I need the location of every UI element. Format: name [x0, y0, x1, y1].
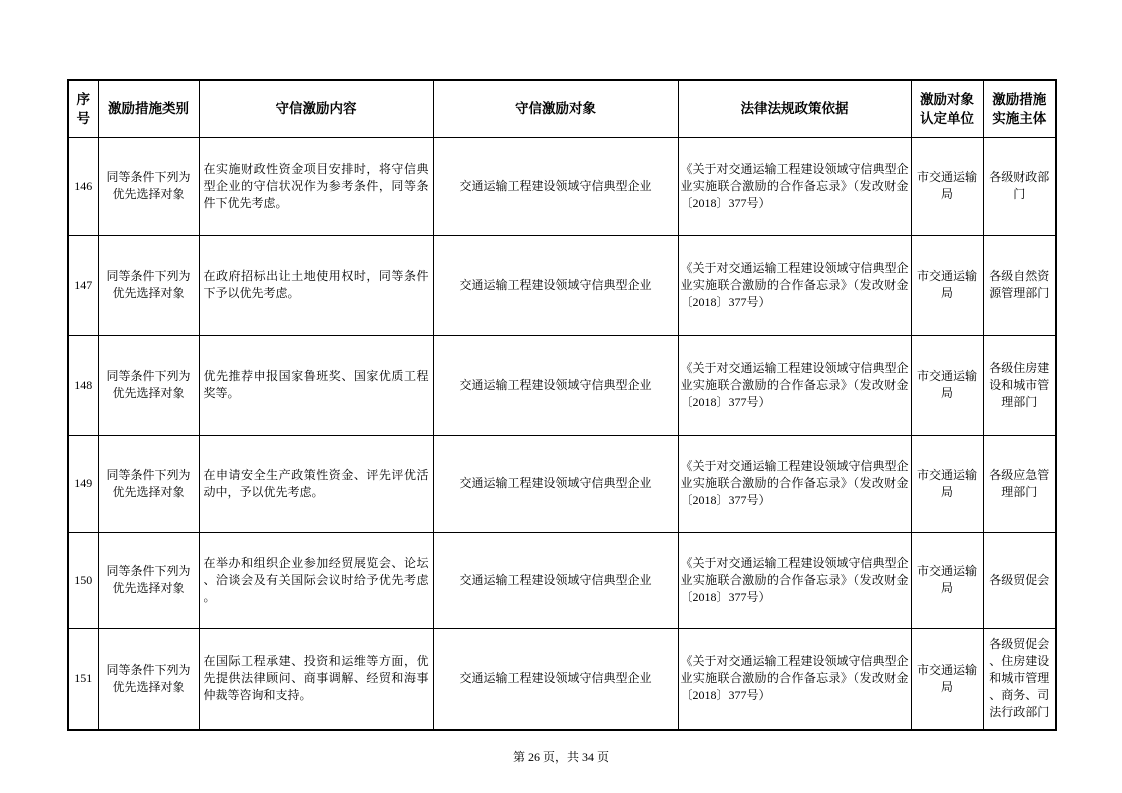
cell-content: 在国际工程承建、投资和运维等方面，优先提供法律顾问、商事调解、经贸和海事仲裁等咨询和支持。 [199, 628, 433, 730]
cell-seq: 149 [68, 435, 98, 532]
cell-basis: 《关于对交通运输工程建设领域守信典型企业实施联合激励的合作备忘录》（发改财金〔2018〕377号） [678, 335, 911, 435]
cell-basis: 《关于对交通运输工程建设领域守信典型企业实施联合激励的合作备忘录》（发改财金〔2018〕377号） [678, 137, 911, 235]
cell-implementer: 各级财政部门 [983, 137, 1056, 235]
table-row [68, 628, 1056, 730]
cell-basis: 《关于对交通运输工程建设领域守信典型企业实施联合激励的合作备忘录》（发改财金〔2018〕377号） [678, 435, 911, 532]
cell-determiner: 市交通运输局 [911, 335, 983, 435]
cell-determiner: 市交通运输局 [911, 628, 983, 730]
cell-determiner: 市交通运输局 [911, 435, 983, 532]
table-header-row [68, 80, 1056, 137]
table-row [68, 137, 1056, 235]
cell-implementer: 各级住房建设和城市管理部门 [983, 335, 1056, 435]
table-row [68, 435, 1056, 532]
cell-content: 在举办和组织企业参加经贸展览会、论坛、洽谈会及有关国际会议时给予优先考虑。 [199, 532, 433, 628]
header-seq: 序号 [68, 80, 98, 137]
cell-target: 交通运输工程建设领域守信典型企业 [433, 235, 678, 335]
cell-basis: 《关于对交通运输工程建设领域守信典型企业实施联合激励的合作备忘录》（发改财金〔2018〕377号） [678, 532, 911, 628]
cell-determiner: 市交通运输局 [911, 235, 983, 335]
header-determiner: 激励对象认定单位 [911, 80, 983, 137]
table-row [68, 235, 1056, 335]
cell-seq: 147 [68, 235, 98, 335]
cell-basis: 《关于对交通运输工程建设领域守信典型企业实施联合激励的合作备忘录》（发改财金〔2018〕377号） [678, 235, 911, 335]
cell-content: 在实施财政性资金项目安排时，将守信典型企业的守信状况作为参考条件，同等条件下优先考虑。 [199, 137, 433, 235]
header-content: 守信激励内容 [199, 80, 433, 137]
cell-category: 同等条件下列为优先选择对象 [98, 335, 199, 435]
cell-category: 同等条件下列为优先选择对象 [98, 137, 199, 235]
header-implementer: 激励措施实施主体 [983, 80, 1056, 137]
cell-seq: 151 [68, 628, 98, 730]
cell-determiner: 市交通运输局 [911, 137, 983, 235]
cell-target: 交通运输工程建设领域守信典型企业 [433, 628, 678, 730]
cell-category: 同等条件下列为优先选择对象 [98, 435, 199, 532]
cell-target: 交通运输工程建设领域守信典型企业 [433, 137, 678, 235]
page-number-footer: 第 26 页，共 34 页 [512, 750, 609, 764]
cell-content: 优先推荐申报国家鲁班奖、国家优质工程奖等。 [199, 335, 433, 435]
header-basis: 法律法规政策依据 [678, 80, 911, 137]
cell-basis: 《关于对交通运输工程建设领域守信典型企业实施联合激励的合作备忘录》（发改财金〔2018〕377号） [678, 628, 911, 730]
table-row [68, 532, 1056, 628]
cell-implementer: 各级贸促会 [983, 532, 1056, 628]
cell-seq: 148 [68, 335, 98, 435]
table-row [68, 335, 1056, 435]
cell-implementer: 各级贸促会、住房建设和城市管理、商务、司法行政部门 [983, 628, 1056, 730]
cell-target: 交通运输工程建设领域守信典型企业 [433, 532, 678, 628]
cell-seq: 150 [68, 532, 98, 628]
cell-implementer: 各级自然资源管理部门 [983, 235, 1056, 335]
cell-category: 同等条件下列为优先选择对象 [98, 628, 199, 730]
header-target: 守信激励对象 [433, 80, 678, 137]
cell-determiner: 市交通运输局 [911, 532, 983, 628]
cell-implementer: 各级应急管理部门 [983, 435, 1056, 532]
incentive-measures-table [67, 79, 1057, 731]
cell-category: 同等条件下列为优先选择对象 [98, 532, 199, 628]
cell-seq: 146 [68, 137, 98, 235]
cell-target: 交通运输工程建设领域守信典型企业 [433, 435, 678, 532]
header-category: 激励措施类别 [98, 80, 199, 137]
cell-target: 交通运输工程建设领域守信典型企业 [433, 335, 678, 435]
cell-category: 同等条件下列为优先选择对象 [98, 235, 199, 335]
cell-content: 在申请安全生产政策性资金、评先评优活动中，予以优先考虑。 [199, 435, 433, 532]
cell-content: 在政府招标出让土地使用权时，同等条件下予以优先考虑。 [199, 235, 433, 335]
